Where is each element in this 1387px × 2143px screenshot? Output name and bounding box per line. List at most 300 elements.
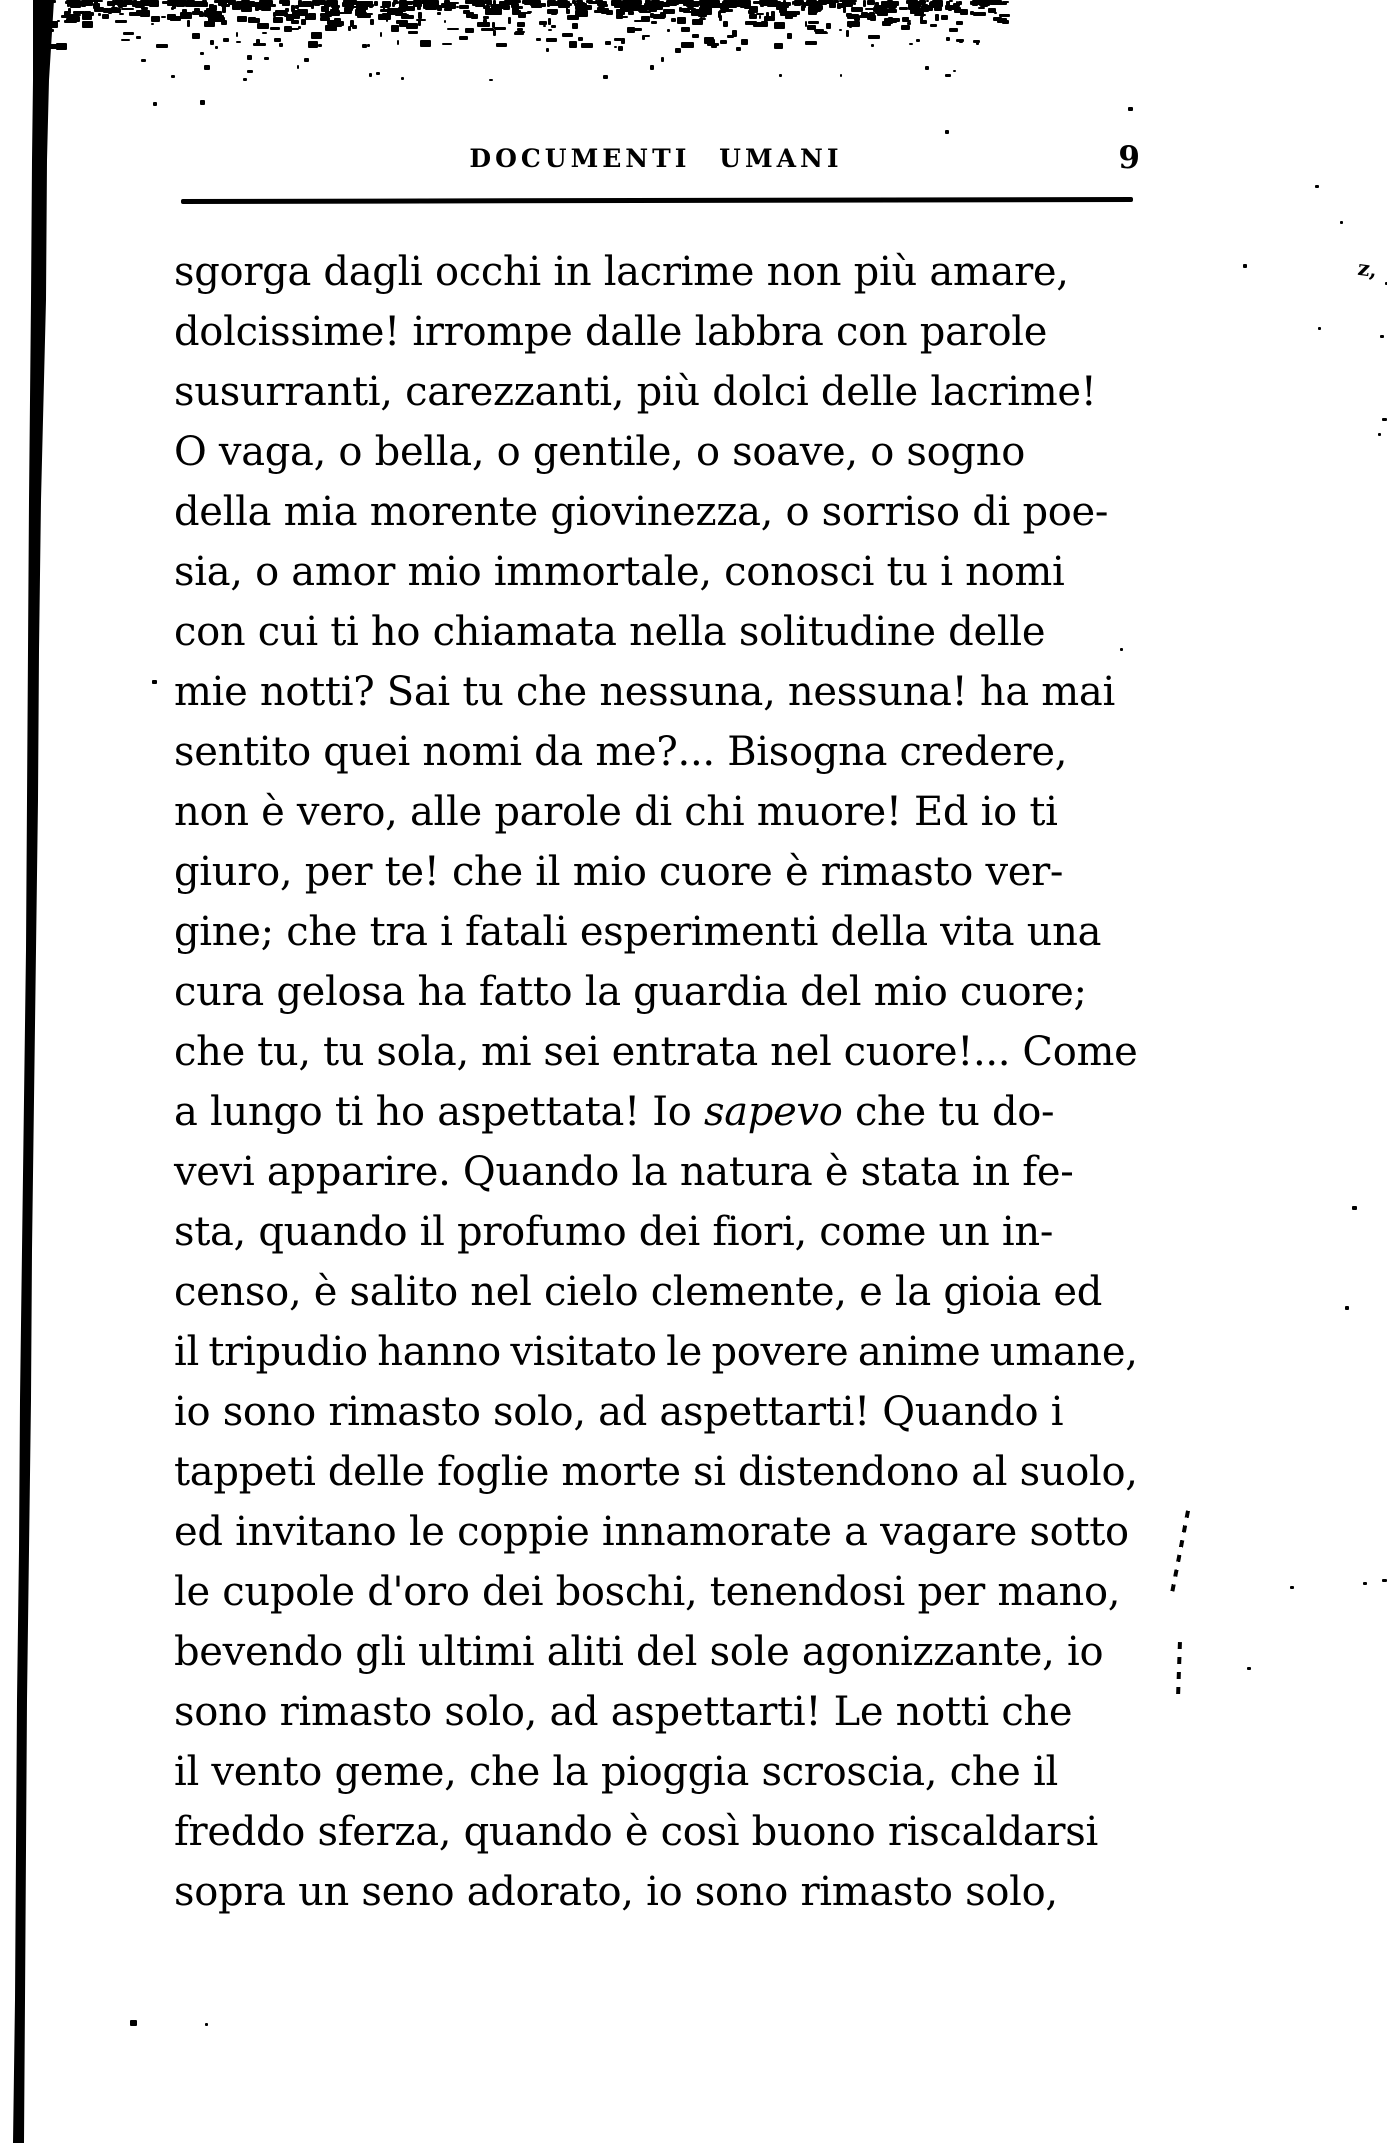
ink-speck bbox=[692, 34, 699, 39]
ink-speck bbox=[663, 9, 675, 13]
ink-speck bbox=[901, 25, 910, 30]
ink-speck bbox=[333, 0, 336, 3]
ink-speck bbox=[807, 25, 816, 30]
ink-speck bbox=[82, 15, 92, 20]
ink-speck bbox=[973, 12, 986, 16]
ink-speck bbox=[826, 32, 828, 34]
ink-speck bbox=[732, 30, 737, 36]
ink-speck bbox=[352, 25, 357, 29]
ink-speck bbox=[792, 1, 795, 4]
ink-speck bbox=[444, 20, 447, 24]
ink-speck bbox=[627, 27, 635, 33]
ink-speck bbox=[180, 15, 189, 19]
ink-speck bbox=[949, 28, 958, 32]
margin-ink-mark: z, bbox=[1356, 254, 1379, 283]
ink-speck bbox=[614, 46, 616, 48]
ink-speck bbox=[970, 1, 974, 5]
ink-speck bbox=[308, 13, 316, 19]
ink-speck bbox=[829, 1, 836, 7]
ink-speck bbox=[885, 9, 897, 13]
ink-speck bbox=[980, 1, 988, 8]
ink-speck bbox=[374, 1, 378, 6]
ink-speck bbox=[442, 43, 452, 45]
ink-speck bbox=[121, 8, 134, 10]
text-line: ed invitano le coppie innamorate a vagare sotto bbox=[174, 1509, 1129, 1555]
ink-speck bbox=[156, 44, 168, 48]
ink-speck bbox=[243, 78, 247, 81]
text-line: sia, o amor mio immortale, conosci tu i nomi bbox=[174, 549, 1065, 595]
ink-speck bbox=[248, 17, 256, 23]
ink-speck bbox=[578, 37, 583, 40]
ink-speck bbox=[262, 32, 267, 34]
ink-speck bbox=[229, 0, 232, 2]
ink-speck bbox=[548, 18, 551, 24]
ink-speck bbox=[484, 0, 491, 4]
ink-speck bbox=[141, 59, 146, 62]
ink-speck bbox=[264, 57, 269, 59]
ink-speck bbox=[945, 130, 949, 134]
ink-speck bbox=[650, 65, 654, 70]
text-line: censo, è salito nel cielo clemente, e la gioia ed bbox=[174, 1269, 1103, 1315]
ink-speck bbox=[348, 26, 351, 32]
ink-speck bbox=[867, 0, 875, 5]
ink-speck bbox=[517, 22, 525, 27]
ink-speck bbox=[920, 16, 923, 23]
ink-speck bbox=[839, 29, 842, 31]
ink-speck bbox=[642, 35, 645, 39]
text-line: sgorga dagli occhi in lacrime non più amare, bbox=[174, 249, 1069, 295]
ink-speck bbox=[204, 65, 209, 69]
ink-speck bbox=[161, 16, 166, 18]
ink-speck bbox=[257, 23, 268, 29]
ink-speck bbox=[597, 0, 603, 6]
ink-speck bbox=[192, 33, 200, 40]
ink-speck bbox=[514, 32, 525, 36]
ink-speck bbox=[671, 18, 677, 21]
ink-speck bbox=[616, 9, 625, 16]
ink-speck bbox=[766, 12, 769, 17]
ink-speck bbox=[368, 4, 374, 7]
ink-speck bbox=[565, 3, 571, 7]
ink-speck bbox=[222, 6, 226, 13]
ink-speck bbox=[562, 33, 573, 37]
text-line: sta, quando il profumo dei fiori, come un in- bbox=[174, 1209, 1054, 1255]
ink-speck bbox=[493, 0, 496, 7]
ink-speck bbox=[365, 13, 373, 15]
ink-speck bbox=[199, 12, 203, 17]
ink-speck bbox=[723, 21, 728, 28]
ink-speck bbox=[311, 32, 321, 39]
ink-speck bbox=[428, 2, 439, 7]
ink-speck bbox=[891, 20, 896, 23]
ink-speck bbox=[536, 38, 541, 42]
ink-speck bbox=[916, 39, 920, 42]
ink-speck bbox=[697, 9, 706, 14]
text-line: sopra un seno adorato, io sono rimasto solo, bbox=[174, 1869, 1058, 1915]
ink-speck bbox=[889, 1, 897, 8]
ink-speck bbox=[847, 21, 859, 27]
ink-speck bbox=[1128, 107, 1133, 111]
ink-speck bbox=[539, 21, 547, 25]
ink-speck bbox=[551, 25, 557, 29]
header-rule bbox=[181, 197, 1133, 204]
ink-speck bbox=[876, 6, 889, 9]
ink-speck bbox=[868, 35, 879, 39]
ink-speck bbox=[447, 28, 459, 30]
ink-speck bbox=[533, 3, 542, 8]
ink-speck bbox=[543, 25, 546, 28]
ink-speck bbox=[328, 11, 340, 17]
ink-speck bbox=[1290, 1586, 1294, 1589]
ink-speck bbox=[279, 43, 284, 46]
page-text bbox=[174, 242, 1138, 1922]
ink-speck bbox=[1315, 185, 1319, 188]
ink-speck bbox=[279, 0, 290, 4]
ink-speck bbox=[720, 40, 726, 44]
ink-speck bbox=[921, 2, 924, 5]
ink-speck bbox=[376, 72, 379, 75]
ink-speck bbox=[121, 39, 129, 41]
ink-speck bbox=[837, 3, 841, 9]
ink-speck bbox=[1318, 327, 1321, 330]
ink-speck bbox=[930, 24, 938, 27]
ink-speck bbox=[73, 11, 85, 14]
ink-speck bbox=[317, 0, 326, 5]
ink-speck bbox=[171, 75, 175, 78]
text-line: gine; che tra i fatali esperimenti della vita una bbox=[174, 909, 1102, 955]
ink-speck bbox=[301, 19, 306, 25]
ink-speck bbox=[601, 8, 609, 14]
ink-speck bbox=[410, 1, 421, 4]
ink-speck bbox=[774, 22, 785, 29]
ink-speck bbox=[1176, 1642, 1182, 1696]
ink-speck bbox=[304, 58, 309, 62]
ink-speck bbox=[215, 46, 218, 50]
ink-speck bbox=[756, 13, 764, 15]
ink-speck bbox=[210, 40, 214, 45]
ink-speck bbox=[196, 2, 207, 7]
ink-speck bbox=[262, 0, 265, 3]
ink-speck bbox=[818, 0, 827, 5]
ink-speck bbox=[661, 57, 663, 62]
ink-speck bbox=[742, 0, 751, 3]
ink-speck bbox=[808, 10, 817, 15]
ink-speck bbox=[970, 11, 974, 15]
ink-speck bbox=[123, 32, 134, 35]
ink-speck bbox=[508, 17, 512, 24]
ink-speck bbox=[140, 10, 150, 16]
ink-speck bbox=[204, 21, 215, 26]
running-header: DOCUMENTI UMANI bbox=[469, 144, 843, 173]
ink-speck bbox=[1378, 433, 1381, 436]
ink-speck bbox=[300, 4, 312, 7]
ink-speck bbox=[1120, 648, 1123, 651]
ink-speck bbox=[512, 10, 521, 15]
ink-speck bbox=[391, 25, 399, 32]
ink-speck bbox=[574, 3, 583, 5]
text-line: non è vero, alle parole di chi muore! Ed io ti bbox=[174, 789, 1058, 835]
ink-speck bbox=[582, 2, 584, 8]
ink-speck bbox=[418, 20, 421, 26]
ink-speck bbox=[130, 2020, 137, 2026]
ink-speck bbox=[618, 46, 623, 51]
ink-speck bbox=[1380, 335, 1384, 338]
ink-speck bbox=[552, 1, 556, 4]
ink-speck bbox=[459, 36, 468, 40]
ink-speck bbox=[933, 0, 943, 7]
ink-speck bbox=[499, 1, 509, 5]
ink-speck bbox=[651, 21, 656, 24]
ink-speck bbox=[840, 74, 842, 77]
ink-speck bbox=[465, 28, 474, 32]
ink-speck bbox=[566, 9, 570, 14]
ink-speck bbox=[1340, 221, 1343, 224]
ink-speck bbox=[946, 37, 950, 41]
ink-speck bbox=[808, 21, 819, 25]
ink-speck bbox=[644, 35, 650, 37]
ink-speck bbox=[551, 11, 557, 15]
ink-speck bbox=[247, 55, 252, 60]
ink-speck bbox=[639, 11, 651, 13]
ink-speck bbox=[153, 102, 157, 106]
ink-speck bbox=[187, 20, 189, 26]
ink-speck bbox=[759, 15, 761, 19]
ink-speck bbox=[524, 0, 532, 5]
ink-speck bbox=[870, 16, 877, 20]
ink-speck bbox=[297, 65, 299, 69]
ink-speck bbox=[200, 100, 205, 105]
ink-speck bbox=[362, 44, 367, 48]
ink-speck bbox=[517, 28, 523, 31]
ink-speck bbox=[546, 48, 549, 53]
text-line: il tripudio hanno visitato le povere anime umane, bbox=[174, 1329, 1138, 1375]
ink-speck bbox=[907, 22, 911, 26]
ink-speck bbox=[581, 43, 593, 48]
ink-speck bbox=[136, 36, 141, 39]
ink-speck bbox=[826, 23, 831, 29]
ink-speck bbox=[622, 0, 635, 5]
ink-speck bbox=[295, 5, 299, 9]
ink-speck bbox=[401, 14, 410, 18]
ink-speck bbox=[401, 77, 404, 80]
ink-speck bbox=[935, 14, 939, 20]
ink-speck bbox=[686, 2, 696, 6]
text-line: O vaga, o bella, o gentile, o soave, o sogno bbox=[174, 429, 1025, 475]
ink-speck bbox=[490, 8, 501, 15]
ink-speck bbox=[956, 39, 963, 42]
ink-speck bbox=[94, 7, 103, 12]
ink-speck bbox=[380, 9, 390, 12]
ink-speck bbox=[910, 8, 922, 15]
ink-speck bbox=[205, 2023, 208, 2026]
ink-speck bbox=[367, 44, 370, 47]
ink-speck bbox=[397, 40, 399, 45]
ink-speck bbox=[768, 0, 774, 3]
ink-speck bbox=[1243, 264, 1247, 268]
ink-speck bbox=[115, 20, 127, 23]
ink-speck bbox=[976, 42, 980, 45]
ink-speck bbox=[82, 21, 93, 28]
ink-speck bbox=[370, 19, 374, 26]
ink-speck bbox=[724, 3, 737, 8]
ink-speck bbox=[651, 4, 663, 9]
ink-speck bbox=[471, 14, 478, 20]
ink-speck bbox=[699, 7, 711, 10]
ink-speck bbox=[605, 41, 610, 45]
text-line: le cupole d'oro dei boschi, tenendosi per mano, bbox=[174, 1569, 1121, 1615]
ink-speck bbox=[437, 12, 441, 15]
ink-speck bbox=[237, 16, 247, 23]
ink-speck bbox=[801, 5, 804, 12]
ink-speck bbox=[200, 52, 205, 55]
ink-speck bbox=[406, 23, 418, 28]
ink-speck bbox=[152, 680, 157, 684]
ink-speck bbox=[699, 0, 707, 6]
ink-speck bbox=[236, 41, 241, 43]
ink-speck bbox=[408, 31, 417, 34]
ink-speck bbox=[960, 9, 967, 14]
ink-speck bbox=[1352, 1206, 1357, 1210]
ink-speck bbox=[170, 18, 177, 21]
ink-speck bbox=[1363, 1582, 1367, 1585]
ink-speck bbox=[846, 30, 849, 37]
ink-speck bbox=[256, 39, 260, 45]
text-line: con cui ti ho chiamata nella solitudine delle bbox=[174, 609, 1046, 655]
ink-speck bbox=[270, 27, 280, 30]
ink-speck bbox=[909, 43, 913, 45]
ink-speck bbox=[274, 38, 280, 42]
ink-speck bbox=[111, 7, 118, 10]
ink-speck bbox=[73, 0, 81, 2]
ink-speck bbox=[621, 38, 625, 44]
ink-speck bbox=[417, 3, 421, 10]
text-line: sentito quei nomi da me?... Bisogna credere, bbox=[174, 729, 1068, 775]
text-line: freddo sferza, quando è così buono riscaldarsi bbox=[174, 1809, 1098, 1855]
ink-speck bbox=[753, 1, 762, 4]
ink-speck bbox=[308, 41, 318, 48]
ink-speck bbox=[141, 7, 148, 9]
ink-speck bbox=[483, 16, 489, 19]
ink-speck bbox=[369, 73, 372, 77]
ink-speck bbox=[1382, 1579, 1387, 1582]
text-line: susurranti, carezzanti, più dolci delle lacrime! bbox=[174, 369, 1097, 415]
ink-speck bbox=[167, 0, 175, 6]
ink-speck bbox=[1345, 1306, 1349, 1310]
ink-speck bbox=[948, 5, 952, 10]
ink-speck bbox=[774, 43, 783, 49]
ink-speck bbox=[906, 17, 909, 22]
ink-speck bbox=[753, 22, 762, 26]
page-number: 9 bbox=[1118, 140, 1140, 176]
text-line: il vento geme, che la pioggia scroscia, che il bbox=[174, 1749, 1058, 1795]
ink-speck bbox=[494, 27, 506, 30]
ink-speck bbox=[567, 15, 579, 21]
ink-speck bbox=[94, 1, 97, 4]
ink-speck bbox=[603, 75, 608, 79]
ink-speck bbox=[171, 7, 174, 10]
text-line: a lungo ti ho aspettata! Io sapevo che tu do- bbox=[174, 1089, 1055, 1135]
text-line: dolcissime! irrompe dalle labbra con parole bbox=[174, 309, 1048, 355]
ink-speck bbox=[572, 23, 578, 30]
ink-speck bbox=[151, 23, 155, 25]
ink-speck bbox=[999, 14, 1010, 17]
ink-speck bbox=[129, 12, 140, 16]
ink-speck bbox=[292, 10, 298, 17]
ink-speck bbox=[132, 3, 145, 7]
ink-speck bbox=[805, 41, 817, 44]
ink-speck bbox=[683, 42, 693, 46]
text-line: bevendo gli ultimi aliti del sole agonizzante, io bbox=[174, 1629, 1104, 1675]
text-line: della mia morente giovinezza, o sorriso di poe- bbox=[174, 489, 1109, 535]
ink-speck bbox=[546, 38, 557, 42]
ink-speck bbox=[991, 0, 1002, 3]
ink-speck bbox=[854, 17, 859, 21]
ink-speck bbox=[853, 2, 856, 5]
ink-speck bbox=[667, 29, 670, 33]
text-line: sono rimasto solo, ad aspettarti! Le notti che bbox=[174, 1689, 1073, 1735]
ink-speck bbox=[276, 18, 282, 23]
ink-speck bbox=[653, 14, 665, 19]
ink-speck bbox=[780, 11, 791, 16]
ink-speck bbox=[603, 4, 607, 7]
ink-speck bbox=[681, 27, 691, 31]
ink-speck bbox=[459, 5, 469, 9]
ink-speck bbox=[676, 0, 686, 4]
ink-speck bbox=[236, 32, 238, 36]
ink-speck bbox=[236, 1, 245, 8]
ink-speck bbox=[1247, 1667, 1251, 1670]
ink-speck bbox=[582, 10, 586, 17]
ink-speck bbox=[779, 74, 782, 76]
ink-speck bbox=[516, 6, 523, 10]
ink-speck bbox=[489, 79, 493, 81]
ink-speck bbox=[380, 32, 383, 36]
ink-speck bbox=[149, 0, 159, 7]
ink-speck bbox=[151, 16, 160, 22]
ink-speck bbox=[496, 43, 507, 48]
ink-speck bbox=[403, 6, 415, 10]
ink-speck bbox=[737, 2, 749, 7]
text-line: vevi apparire. Quando la natura è stata in fe- bbox=[174, 1149, 1074, 1195]
ink-speck bbox=[477, 22, 490, 27]
text-line: che tu, tu sola, mi sei entrata nel cuore!... Come bbox=[174, 1029, 1138, 1075]
ink-speck bbox=[675, 48, 681, 53]
ink-speck bbox=[569, 41, 577, 48]
ink-speck bbox=[68, 14, 81, 16]
ink-speck bbox=[863, 0, 866, 7]
ink-speck bbox=[284, 26, 291, 32]
ink-speck bbox=[327, 20, 339, 24]
ink-speck bbox=[350, 5, 353, 11]
ink-speck bbox=[990, 3, 998, 5]
ink-speck bbox=[945, 74, 951, 77]
ink-speck bbox=[420, 40, 431, 47]
ink-speck bbox=[941, 15, 948, 20]
ink-speck bbox=[416, 19, 427, 21]
ink-speck bbox=[680, 8, 687, 12]
ink-speck bbox=[223, 38, 229, 42]
text-line: cura gelosa ha fatto la guardia del mio cuore; bbox=[174, 969, 1087, 1015]
ink-speck bbox=[441, 3, 447, 7]
ink-speck bbox=[325, 25, 337, 31]
ink-speck bbox=[298, 26, 301, 29]
ink-speck bbox=[871, 44, 874, 47]
ink-speck bbox=[176, 0, 185, 7]
ink-speck bbox=[796, 11, 800, 15]
ink-speck bbox=[275, 10, 287, 16]
ink-speck bbox=[692, 9, 698, 15]
ink-speck bbox=[119, 13, 124, 15]
